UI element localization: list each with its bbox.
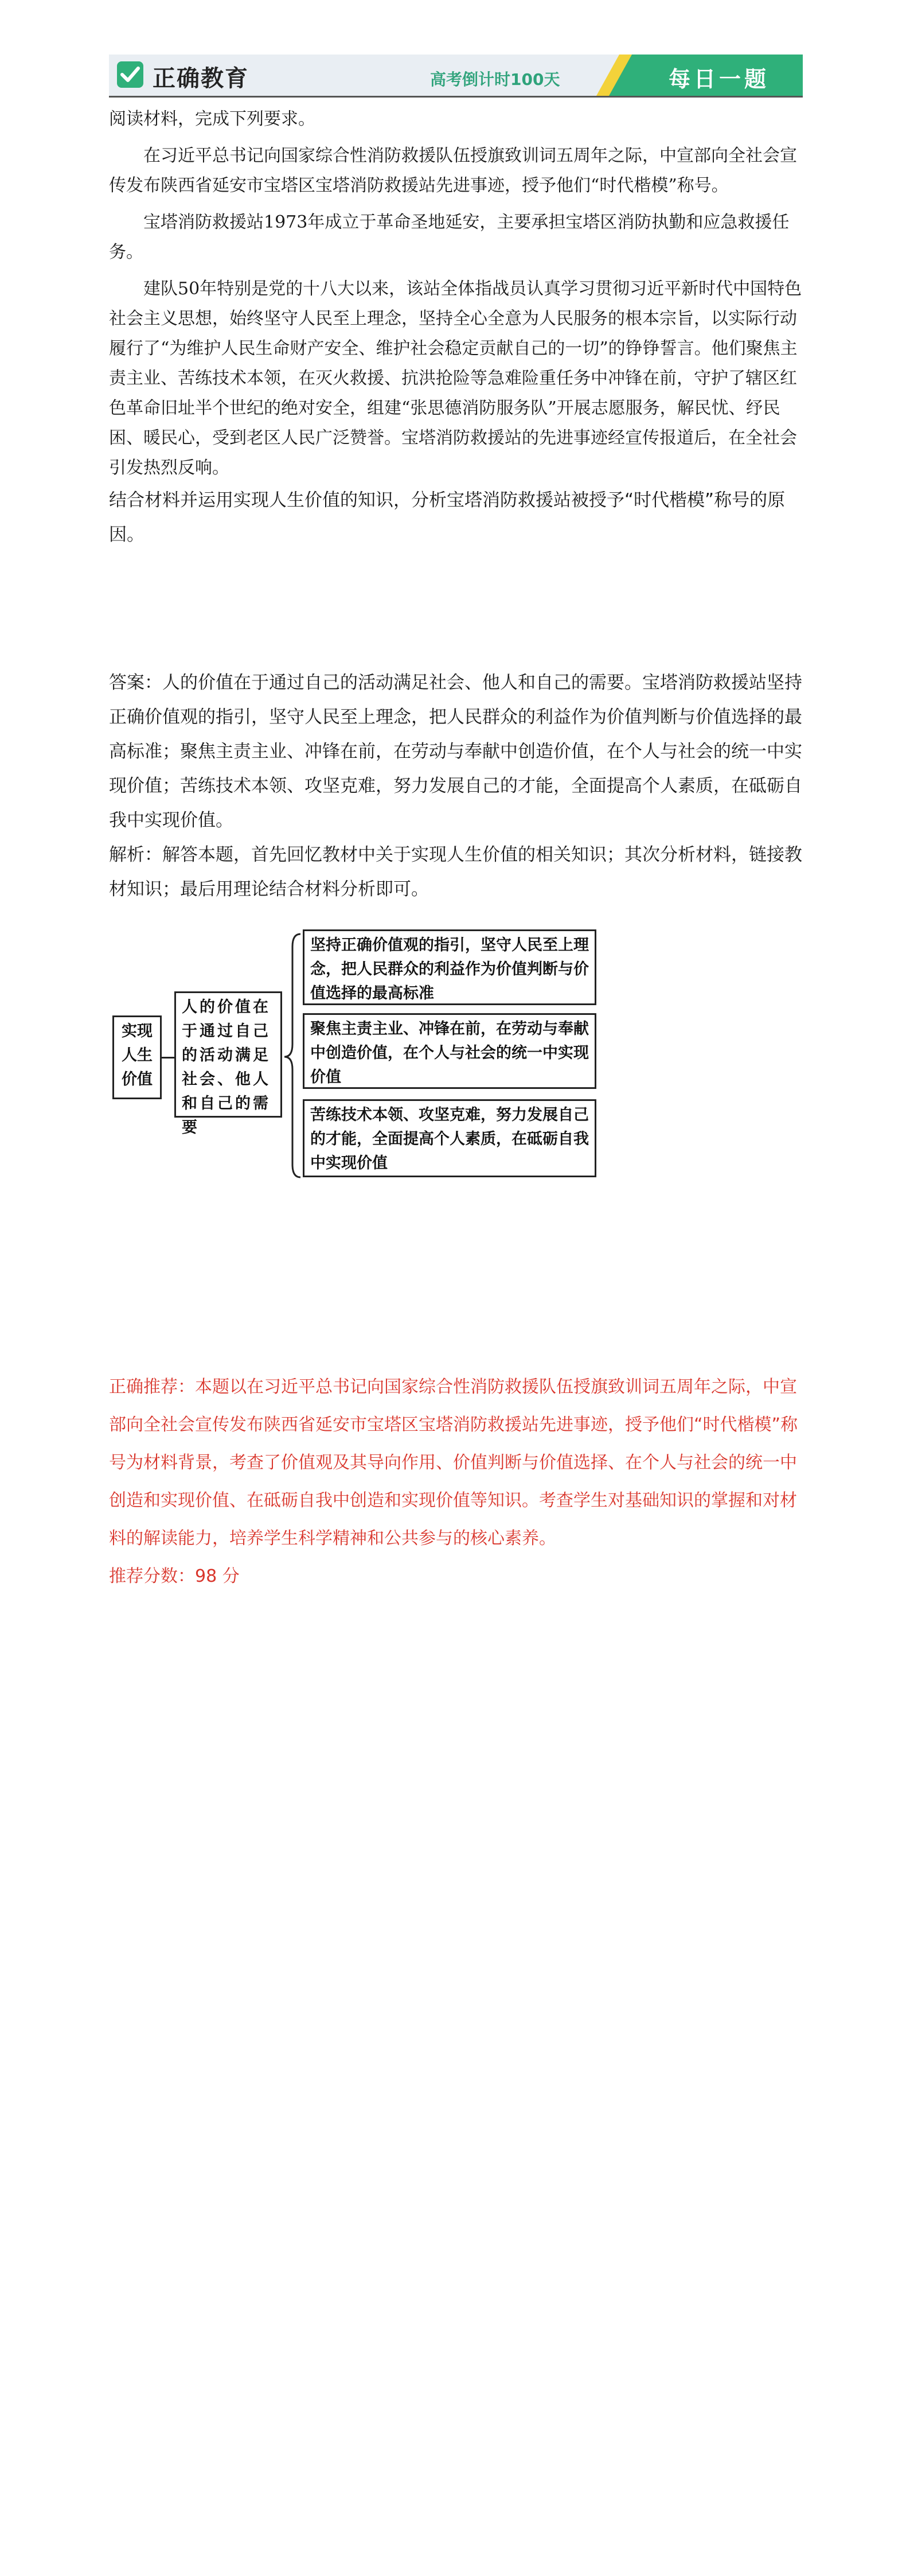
- recommendation-block: [109, 1368, 803, 1596]
- exam-countdown: 高考倒计时100天: [430, 70, 560, 89]
- question-prompt: 结合材料并运用实现人生价值的知识，分析宝塔消防救援站被授予“时代楷模”称号的原因。: [109, 490, 786, 545]
- answer-block: [109, 666, 803, 906]
- analysis-text: 解析：解答本题，首先回忆教材中关于实现人生价值的相关知识；其次分析材料，链接教材知识；最后用理论结合材料分析即可。: [109, 845, 802, 900]
- header-banner: [109, 55, 803, 98]
- material-paragraph-2: 宝塔消防救援站1973年成立于革命圣地延安，主要承担宝塔区消防执勤和应急救援任务。: [109, 212, 790, 262]
- diagram-branch-3: 苦练技术本领、攻坚克难，努力发展自己的才能，全面提高个人素质，在砥砺自我中实现价值: [303, 1099, 596, 1177]
- material-paragraph-3: 建队50年特别是党的十八大以来，该站全体指战员认真学习贯彻习近平新时代中国特色社会主义思想，始终坚守人民至上理念，坚持全心全意为人民服务的根本宗旨，以实际行动履行了“为维护人民生命财产安全、维护社会稳定贡献自己的一切”的铮铮誓言。他们聚焦主责主业、苦练技术本领，在灭火救援、抗洪抢险等急难险重任务中冲锋在前，守护了辖区红色革命旧址半个世纪的绝对安全，组建“张思德消防服务队”开展志愿服务，解民忧、纾民困、暖民心，受到老区人民广泛赞誉。宝塔消防救援站的先进事迹经宣传报道后，在全社会引发热烈反响。: [109, 279, 802, 478]
- question-intro: 阅读材料，完成下列要求。: [109, 109, 315, 129]
- diagram-branch-2: 聚焦主责主业、冲锋在前，在劳动与奉献中创造价值，在个人与社会的统一中实现价值: [303, 1013, 596, 1089]
- brace-icon: [282, 929, 303, 1182]
- knowledge-diagram: [109, 929, 602, 1182]
- diagram-middle-box: 人的价值在于通过自己的活动满足社会、他人和自己的需要: [174, 991, 282, 1118]
- diagram-root-box: 实现人生价值: [112, 1015, 162, 1099]
- connector-line: [162, 1057, 174, 1059]
- recommendation-text: 正确推荐：本题以在习近平总书记向国家综合性消防救援队伍授旗致训词五周年之际，中宣部向全社会宣传发布陕西省延安市宝塔区宝塔消防救援站先进事迹，授予他们“时代楷模”称号为材料背景，考查了价值观及其导向作用、价值判断与价值选择、在个人与社会的统一中创造和实现价值、在砥砺自我中创造和实现价值等知识。考查学生对基础知识的掌握和对材料的解读能力，培养学生科学精神和公共参与的核心素养。: [109, 1377, 798, 1548]
- material-paragraph-1: 在习近平总书记向国家综合性消防救援队伍授旗致训词五周年之际，中宣部向全社会宣传发布陕西省延安市宝塔区宝塔消防救援站先进事迹，授予他们“时代楷模”称号。: [109, 146, 797, 196]
- recommendation-score: 推荐分数：98 分: [109, 1566, 240, 1586]
- checkmark-icon: [117, 61, 143, 88]
- question-block: [109, 104, 803, 552]
- answer-text: 答案：人的价值在于通过自己的活动满足社会、他人和自己的需要。宝塔消防救援站坚持正确价值观的指引，坚守人民至上理念，把人民群众的利益作为价值判断与价值选择的最高标准；聚焦主责主业、冲锋在前，在劳动与奉献中创造价值，在个人与社会的统一中实现价值；苦练技术本领、攻坚克难，努力发展自己的才能，全面提高个人素质，在砥砺自我中实现价值。: [109, 672, 802, 831]
- diagram-branch-1: 坚持正确价值观的指引，坚守人民至上理念，把人民群众的利益作为价值判断与价值选择的最高标准: [303, 929, 596, 1005]
- brand-name: 正确教育: [153, 65, 249, 92]
- daily-question-label: 每日一题: [668, 67, 770, 92]
